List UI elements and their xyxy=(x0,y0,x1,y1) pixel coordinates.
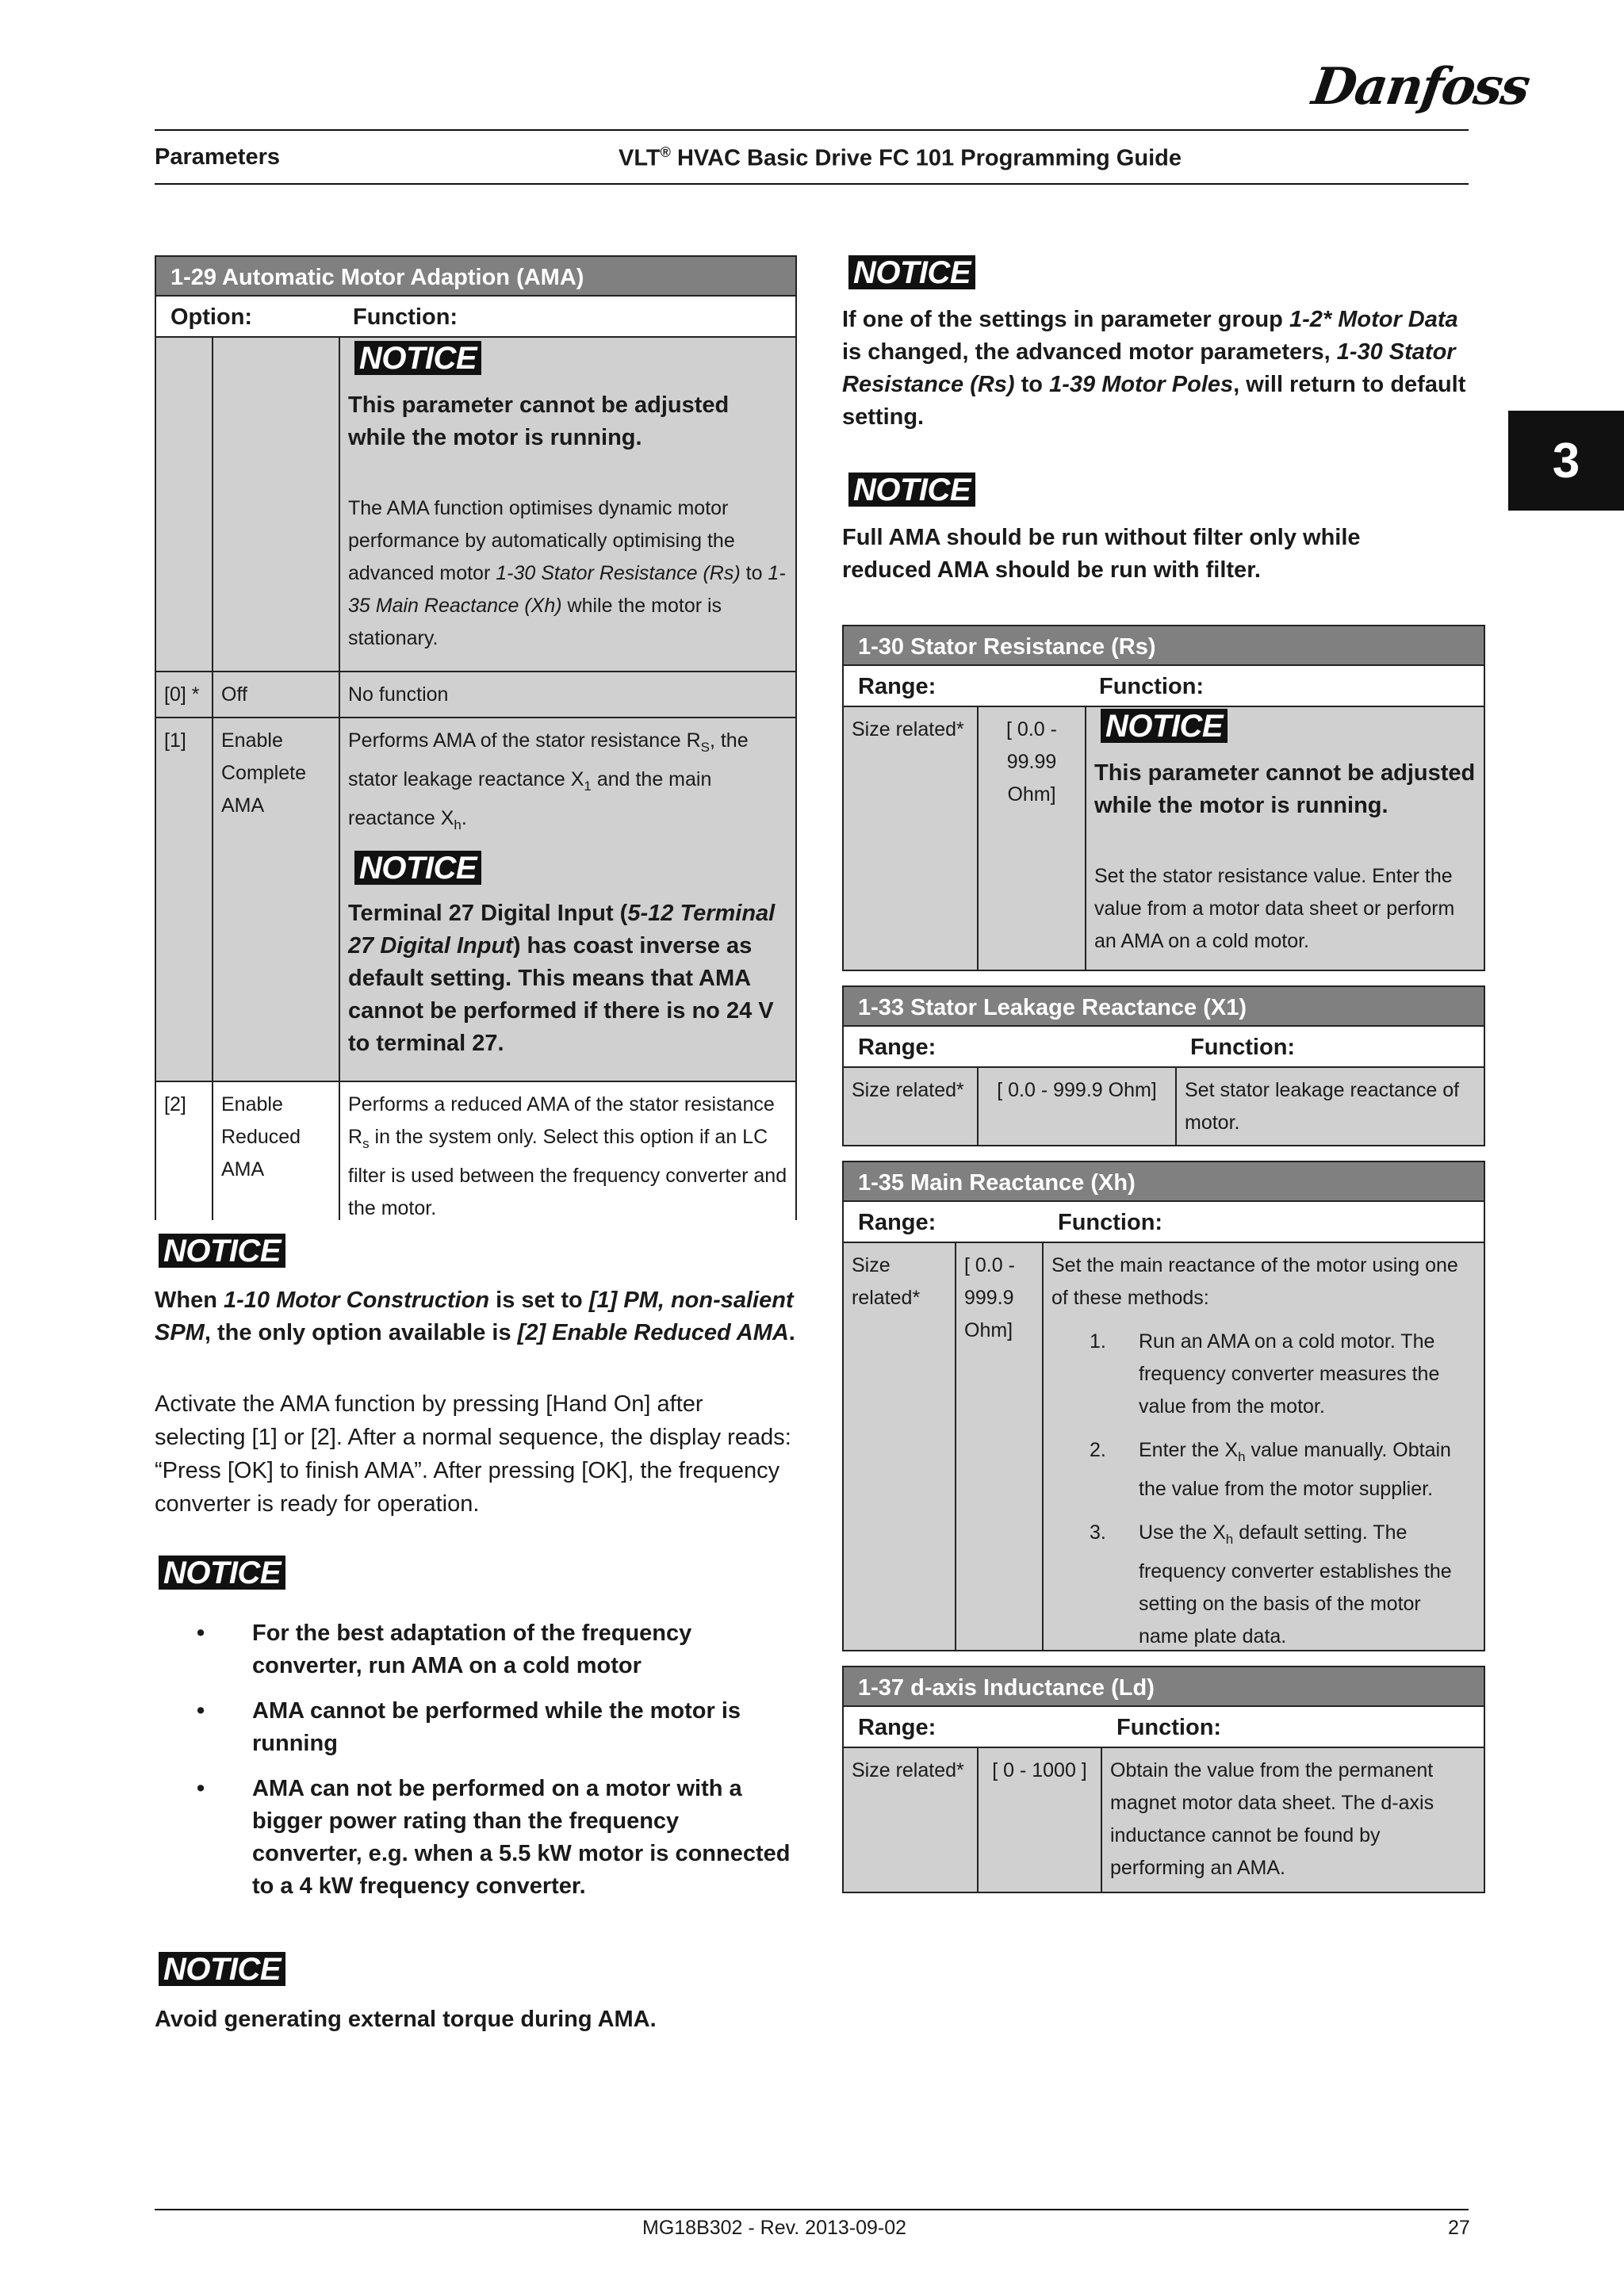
page-number: 27 xyxy=(1448,2217,1470,2239)
param-table-1-30 xyxy=(842,625,1485,971)
notice-badge: NOTICE xyxy=(1101,709,1228,743)
intro-row xyxy=(156,338,795,671)
notice-badge: NOTICE xyxy=(848,255,975,289)
notice-text: This parameter cannot be adjusted while the motor is running. xyxy=(348,392,730,450)
table-header: Range: Function: xyxy=(844,1202,1484,1243)
footer-rule xyxy=(155,2209,1469,2210)
param-table-1-29 xyxy=(155,255,797,1220)
table-title: 1-29 Automatic Motor Adaption (AMA) xyxy=(156,257,795,297)
notice-full-ama-text: Full AMA should be run without filter only while reduced AMA should be run with filter. xyxy=(842,525,1361,583)
notice-torque-text: Avoid generating external torque during AMA. xyxy=(155,2007,657,2032)
notice-bullet: • AMA can not be performed on a motor with a bigger power rating than the frequency converter, e.g. when a 5.5 kW motor is connected to a 4 kW frequency converter. xyxy=(197,1776,791,1899)
table-header: Range: Function: xyxy=(844,1027,1484,1068)
document-number: MG18B302 - Rev. 2013-09-02 xyxy=(642,2217,907,2239)
notice-badge: NOTICE xyxy=(159,1952,285,1986)
table-row: Size related* [ 0 - 1000 ] Obtain the value from the permanent magnet motor data sheet. The d-axis inductance cannot be found by performing an AMA. xyxy=(844,1748,1484,1892)
table-header: Range: Function: xyxy=(844,1707,1484,1748)
notice-bullet: • AMA cannot be performed while the motor is running xyxy=(197,1698,741,1756)
table-title: 1-35 Main Reactance (Xh) xyxy=(844,1162,1484,1202)
col-function: Function: xyxy=(353,304,458,330)
method-step: 2. Enter the $X_h$ value manually. Obtain the value from the motor supplier. xyxy=(1090,1439,1451,1500)
notice-badge: NOTICE xyxy=(354,341,481,375)
table-row: Size related* [ 0.0 - 99.99 Ohm] NOTICE This parameter cannot be adjusted while the motor is running. Set the stator resistance value. Enter the value from a motor data sheet or perform an AMA on a cold motor. xyxy=(844,707,1484,970)
section-title: Parameters xyxy=(155,144,280,170)
danfoss-logo: Danfoss xyxy=(1308,57,1533,117)
table-header: Range: Function: xyxy=(844,666,1484,707)
notice-badge: NOTICE xyxy=(159,1556,285,1590)
header-bottom-rule xyxy=(155,183,1469,185)
notice-badge: NOTICE xyxy=(159,1234,285,1268)
table-header xyxy=(156,297,795,338)
table-title: 1-37 d-axis Inductance (Ld) xyxy=(844,1667,1484,1707)
table-row: Size related* [ 0.0 - 999.9 Ohm] Set the main reactance of the motor using one of these methods: 1. Run an AMA on a cold motor. The frequency converter measures the value from the motor. 2. Enter the $X_h$ value manually. Obtain the value from the motor supplier. 3. Use the $X_h$ default setting. The frequency converter establishes the setting on the basis of the motor name plate data. xyxy=(844,1243,1484,1650)
col-option: Option: xyxy=(170,304,253,330)
table-title: 1-30 Stator Resistance (Rs) xyxy=(844,626,1484,666)
method-step: 1. Run an AMA on a cold motor. The frequency converter measures the value from the motor. xyxy=(1090,1330,1440,1418)
notice-construction-text: When 1-10 Motor Construction is set to [1] PM, non-salient SPM, the only option available is [2] Enable Reduced AMA. xyxy=(155,1288,795,1345)
param-table-1-35 xyxy=(842,1161,1485,1651)
method-step: 3. Use the $X_h$ default setting. The frequency converter establishes the setting on the basis of the motor name plate data. xyxy=(1090,1521,1452,1647)
header-top-rule xyxy=(155,129,1469,131)
table-row: [0] * Off No function xyxy=(156,671,795,717)
param-table-1-37 xyxy=(842,1666,1485,1893)
chapter-tab: 3 xyxy=(1508,411,1624,511)
table-row: [1] Enable Complete AMA Performs AMA of the stator resistance $R_S$, the stator leakage reactance $X_1$ and the main reactance $X_h$. NOTICE Terminal 27 Digital Input (5-12 Terminal 27 Digital Input) has coast inverse as default setting. This means that AMA cannot be performed if there is no 24 V to terminal 27. xyxy=(156,717,795,1081)
table-title: 1-33 Stator Leakage Reactance (X1) xyxy=(844,987,1484,1027)
table-row: Size related* [ 0.0 - 999.9 Ohm] Set stator leakage reactance of motor. xyxy=(844,1068,1484,1145)
notice-bullet: • For the best adaptation of the frequency converter, run AMA on a cold motor xyxy=(197,1621,692,1678)
activate-ama-text: Activate the AMA function by pressing [Hand On] after selecting [1] or [2]. After a normal sequence, the display reads: “Press [OK] to finish AMA”. After pressing [OK], the frequency converter is ready for operation. xyxy=(155,1391,791,1517)
table-row: [2] Enable Reduced AMA Performs a reduced AMA of the stator resistance $R_s$ in the system only. Select this option if an LC filter is used between the frequency converter and the motor. xyxy=(156,1081,795,1220)
ama-description: The AMA function optimises dynamic motor performance by automatically optimising the advanced motor 1-30 Stator Resistance (Rs) to 1-35 Main Reactance (Xh) while the motor is stationary. xyxy=(348,497,786,649)
notice-badge: NOTICE xyxy=(848,473,975,507)
param-table-1-33 xyxy=(842,985,1485,1146)
notice-badge: NOTICE xyxy=(354,851,481,885)
notice-motor-data-text: If one of the settings in parameter group 1-2* Motor Data is changed, the advanced motor parameters, 1-30 Stator Resistance (Rs) to 1-39 Motor Poles, will return to default setting. xyxy=(842,307,1466,430)
document-title: VLT® HVAC Basic Drive FC 101 Programming Guide xyxy=(619,144,1182,171)
